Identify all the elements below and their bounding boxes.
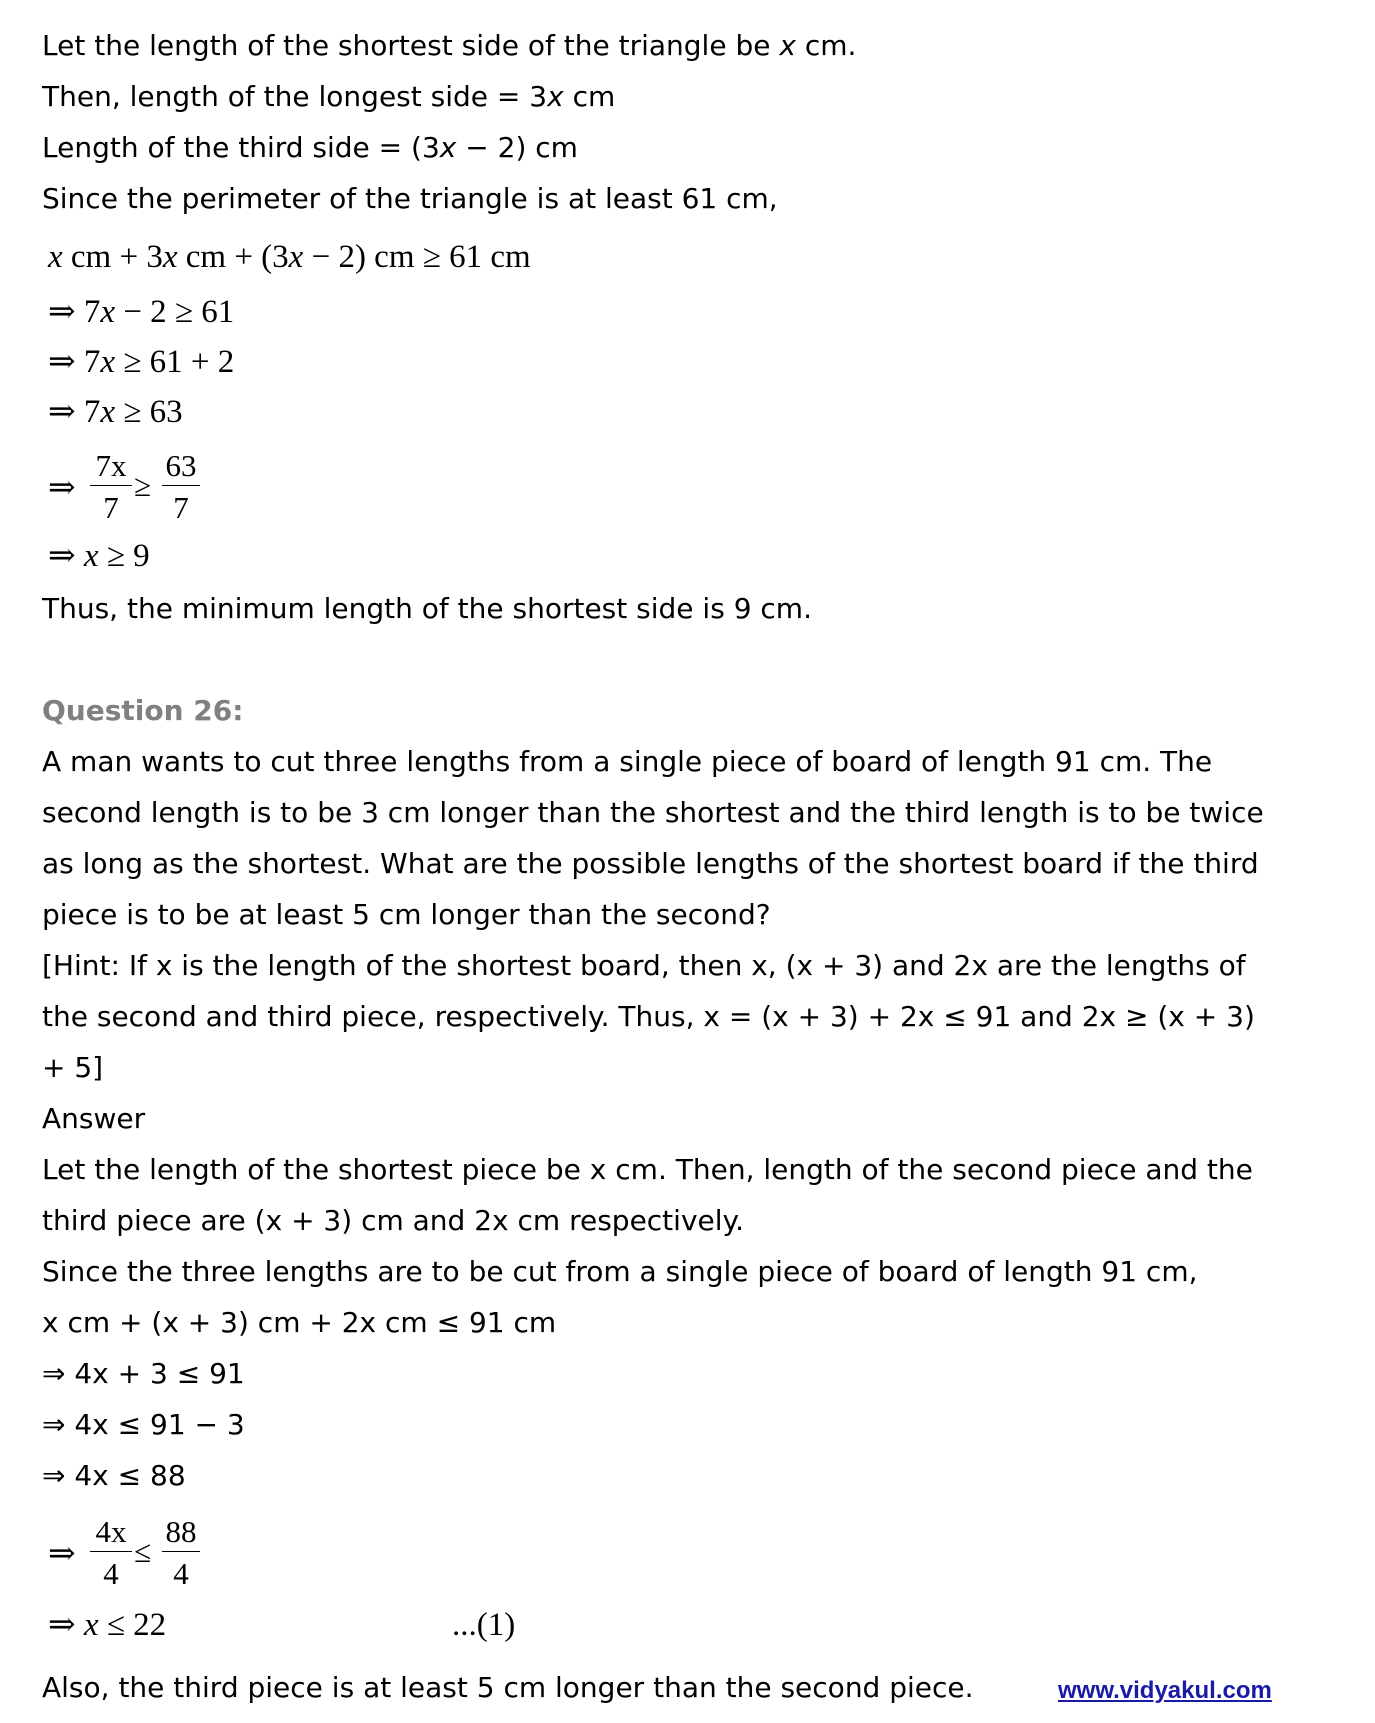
- equation-result: ⇒ x ≤ 22: [48, 1607, 167, 1643]
- answer-equation: ⇒ 4x ≤ 91 − 3: [42, 1408, 245, 1441]
- fraction-right: 63 7: [162, 450, 200, 523]
- answer-text: Also, the third piece is at least 5 cm longer than the second piece.: [42, 1671, 974, 1704]
- answer-equation: x cm + (x + 3) cm + 2x cm ≤ 91 cm: [42, 1306, 557, 1339]
- question-text: as long as the shortest. What are the possible lengths of the shortest board if the third: [42, 847, 1259, 880]
- hint-text: + 5]: [42, 1051, 104, 1084]
- question-heading: Question 26:: [42, 694, 244, 727]
- equation-step: ⇒ 7x ≥ 63: [48, 394, 183, 430]
- answer-equation: ⇒ 4x + 3 ≤ 91: [42, 1357, 245, 1390]
- text-line: Then, length of the longest side = 3x cm: [42, 80, 616, 113]
- hint-text: the second and third piece, respectively. Thus, x = (x + 3) + 2x ≤ 91 and 2x ≥ (x + 3): [42, 1000, 1255, 1033]
- fraction-right: 88 4: [162, 1516, 200, 1589]
- answer-equation: ⇒ 4x ≤ 88: [42, 1459, 186, 1492]
- relation-symbol: ≥: [134, 468, 152, 503]
- fraction-left: 7x 7: [90, 450, 132, 523]
- equation-result: ⇒ x ≥ 9: [48, 538, 150, 574]
- equation-step: ⇒ 7x − 2 ≥ 61: [48, 294, 235, 330]
- equation-step: ⇒ 7x ≥ 61 + 2: [48, 344, 235, 380]
- conclusion-text: Thus, the minimum length of the shortest side is 9 cm.: [42, 592, 812, 625]
- answer-text: Let the length of the shortest piece be x cm. Then, length of the second piece and the: [42, 1153, 1253, 1186]
- implies-arrow: ⇒: [48, 1536, 76, 1572]
- question-text: second length is to be 3 cm longer than the shortest and the third length is to be twice: [42, 796, 1264, 829]
- answer-label: Answer: [42, 1102, 146, 1135]
- vidyakul-link[interactable]: www.vidyakul.com: [1058, 1677, 1272, 1704]
- answer-text: Since the three lengths are to be cut from a single piece of board of length 91 cm,: [42, 1255, 1198, 1288]
- question-text: piece is to be at least 5 cm longer than the second?: [42, 898, 771, 931]
- text-line: Length of the third side = (3x − 2) cm: [42, 131, 578, 164]
- equation-reference: ...(1): [452, 1607, 516, 1643]
- relation-symbol: ≤: [134, 1534, 152, 1569]
- implies-arrow: ⇒: [48, 470, 76, 506]
- question-text: A man wants to cut three lengths from a single piece of board of length 91 cm. The: [42, 745, 1213, 778]
- text-line: Let the length of the shortest side of the triangle be x cm.: [42, 29, 857, 62]
- fraction-left: 4x 4: [90, 1516, 132, 1589]
- equation-perimeter: x cm + 3x cm + (3x − 2) cm ≥ 61 cm: [48, 239, 531, 275]
- text-line: Since the perimeter of the triangle is at least 61 cm,: [42, 182, 778, 215]
- answer-text: third piece are (x + 3) cm and 2x cm respectively.: [42, 1204, 744, 1237]
- hint-text: [Hint: If x is the length of the shortest board, then x, (x + 3) and 2x are the lengths of: [42, 949, 1246, 982]
